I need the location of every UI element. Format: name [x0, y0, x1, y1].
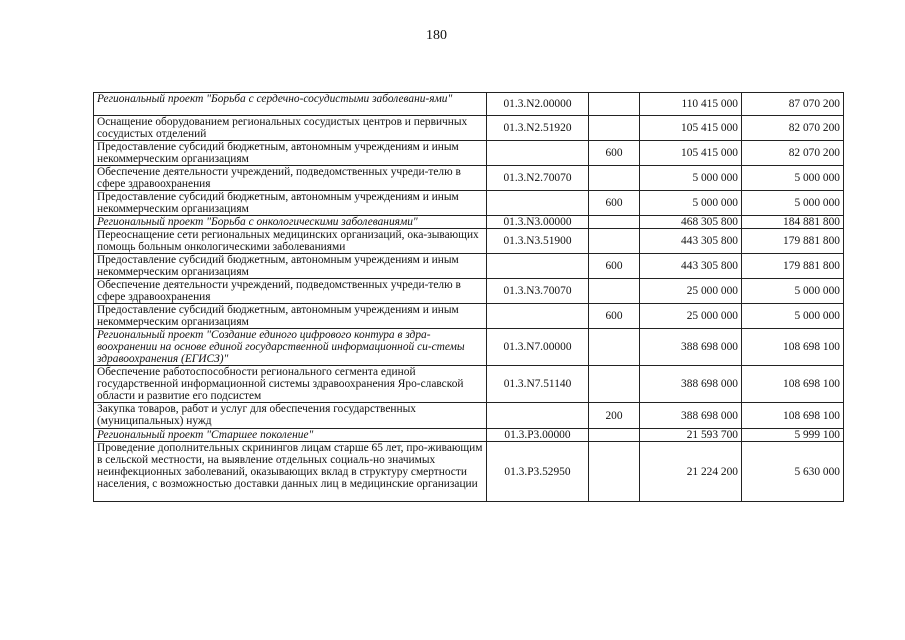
row-code	[487, 141, 589, 166]
row-code: 01.3.N7.00000	[487, 329, 589, 366]
row-sum-year-2: 5 630 000	[742, 442, 844, 502]
row-sum-year-1: 21 593 700	[640, 429, 742, 442]
project-row	[94, 216, 844, 229]
row-code	[487, 304, 589, 329]
row-code: 01.3.N3.70070	[487, 279, 589, 304]
project-row	[94, 429, 844, 442]
row-code: 01.3.N2.00000	[487, 93, 589, 116]
row-sum-year-2: 179 881 800	[742, 254, 844, 279]
row-sum-year-1: 388 698 000	[640, 366, 742, 403]
row-expense-type: 600	[589, 254, 640, 279]
budget-table-body	[94, 93, 844, 502]
row-expense-type	[589, 116, 640, 141]
row-sum-year-2: 184 881 800	[742, 216, 844, 229]
row-description: Предоставление субсидий бюджетным, автономным учреждениям и иным некоммерческим организациям	[94, 254, 487, 279]
row-code	[487, 254, 589, 279]
page-number: 180	[426, 28, 447, 43]
row-expense-type	[589, 329, 640, 366]
row-sum-year-1: 468 305 800	[640, 216, 742, 229]
row-expense-type	[589, 442, 640, 502]
row-sum-year-1: 443 305 800	[640, 229, 742, 254]
row-expense-type: 600	[589, 304, 640, 329]
row-description: Предоставление субсидий бюджетным, автономным учреждениям и иным некоммерческим организациям	[94, 304, 487, 329]
row-expense-type	[589, 93, 640, 116]
row-sum-year-1: 5 000 000	[640, 191, 742, 216]
row-description: Закупка товаров, работ и услуг для обеспечения государственных (муниципальных) нужд	[94, 403, 487, 429]
row-description: Проведение дополнительных скринингов лицам старше 65 лет, про-живающим в сельской местности, на выявление отдельных социаль-но значимых неинфекционных заболеваний, оказывающих вклад в структуру смертности населения, с возможностью доставки данных лиц в медицинские организации	[94, 442, 487, 502]
row-sum-year-1: 443 305 800	[640, 254, 742, 279]
row-description: Региональный проект "Создание единого цифрового контура в здра-воохранении на основе единой государственной информационной си-стемы здравоохранения (ЕГИСЗ)"	[94, 329, 487, 366]
row-expense-type	[589, 216, 640, 229]
row-sum-year-2: 87 070 200	[742, 93, 844, 116]
row-sum-year-2: 82 070 200	[742, 116, 844, 141]
row-code: 01.3.N3.00000	[487, 216, 589, 229]
row-description: Обеспечение деятельности учреждений, подведомственных учреди-телю в сфере здравоохранения	[94, 279, 487, 304]
table-row	[94, 191, 844, 216]
row-sum-year-1: 25 000 000	[640, 279, 742, 304]
row-expense-type: 200	[589, 403, 640, 429]
table-row	[94, 442, 844, 502]
row-description: Обеспечение деятельности учреждений, подведомственных учреди-телю в сфере здравоохранения	[94, 166, 487, 191]
row-expense-type	[589, 229, 640, 254]
table-row	[94, 116, 844, 141]
row-expense-type: 600	[589, 191, 640, 216]
row-sum-year-2: 5 000 000	[742, 304, 844, 329]
row-sum-year-1: 105 415 000	[640, 141, 742, 166]
row-sum-year-2: 5 000 000	[742, 279, 844, 304]
table-row	[94, 229, 844, 254]
row-description: Предоставление субсидий бюджетным, автономным учреждениям и иным некоммерческим организациям	[94, 141, 487, 166]
row-sum-year-1: 25 000 000	[640, 304, 742, 329]
row-code: 01.3.N3.51900	[487, 229, 589, 254]
row-code: 01.3.P3.52950	[487, 442, 589, 502]
row-sum-year-1: 105 415 000	[640, 116, 742, 141]
row-sum-year-1: 21 224 200	[640, 442, 742, 502]
row-sum-year-2: 179 881 800	[742, 229, 844, 254]
row-sum-year-2: 5 999 100	[742, 429, 844, 442]
table-row	[94, 366, 844, 403]
row-description: Оснащение оборудованием региональных сосудистых центров и первичных сосудистых отделений	[94, 116, 487, 141]
project-row	[94, 329, 844, 366]
row-code: 01.3.P3.00000	[487, 429, 589, 442]
row-description: Региональный проект "Борьба с онкологическими заболеваниями"	[94, 216, 487, 229]
row-description: Предоставление субсидий бюджетным, автономным учреждениям и иным некоммерческим организациям	[94, 191, 487, 216]
row-expense-type	[589, 366, 640, 403]
row-code	[487, 403, 589, 429]
project-row	[94, 93, 844, 116]
row-sum-year-2: 5 000 000	[742, 191, 844, 216]
row-expense-type: 600	[589, 141, 640, 166]
table-row	[94, 304, 844, 329]
table-row	[94, 166, 844, 191]
row-expense-type	[589, 429, 640, 442]
row-sum-year-1: 110 415 000	[640, 93, 742, 116]
row-sum-year-2: 108 698 100	[742, 366, 844, 403]
row-code: 01.3.N2.51920	[487, 116, 589, 141]
row-sum-year-1: 5 000 000	[640, 166, 742, 191]
row-code: 01.3.N2.70070	[487, 166, 589, 191]
row-sum-year-2: 5 000 000	[742, 166, 844, 191]
row-sum-year-2: 108 698 100	[742, 403, 844, 429]
budget-table	[93, 92, 844, 502]
table-row	[94, 141, 844, 166]
row-sum-year-2: 82 070 200	[742, 141, 844, 166]
row-description: Обеспечение работоспособности регионального сегмента единой государственной информационной системы здравоохранения Яро-славской области и развитие его подсистем	[94, 366, 487, 403]
table-row	[94, 279, 844, 304]
row-expense-type	[589, 166, 640, 191]
row-expense-type	[589, 279, 640, 304]
row-code	[487, 191, 589, 216]
row-sum-year-1: 388 698 000	[640, 403, 742, 429]
table-row	[94, 403, 844, 429]
row-description: Региональный проект "Старшее поколение"	[94, 429, 487, 442]
row-code: 01.3.N7.51140	[487, 366, 589, 403]
row-description: Переоснащение сети региональных медицинских организаций, ока-зывающих помощь больным онкологическими заболеваниями	[94, 229, 487, 254]
row-description: Региональный проект "Борьба с сердечно-сосудистыми заболевани-ями"	[94, 93, 487, 116]
table-row	[94, 254, 844, 279]
row-sum-year-2: 108 698 100	[742, 329, 844, 366]
row-sum-year-1: 388 698 000	[640, 329, 742, 366]
